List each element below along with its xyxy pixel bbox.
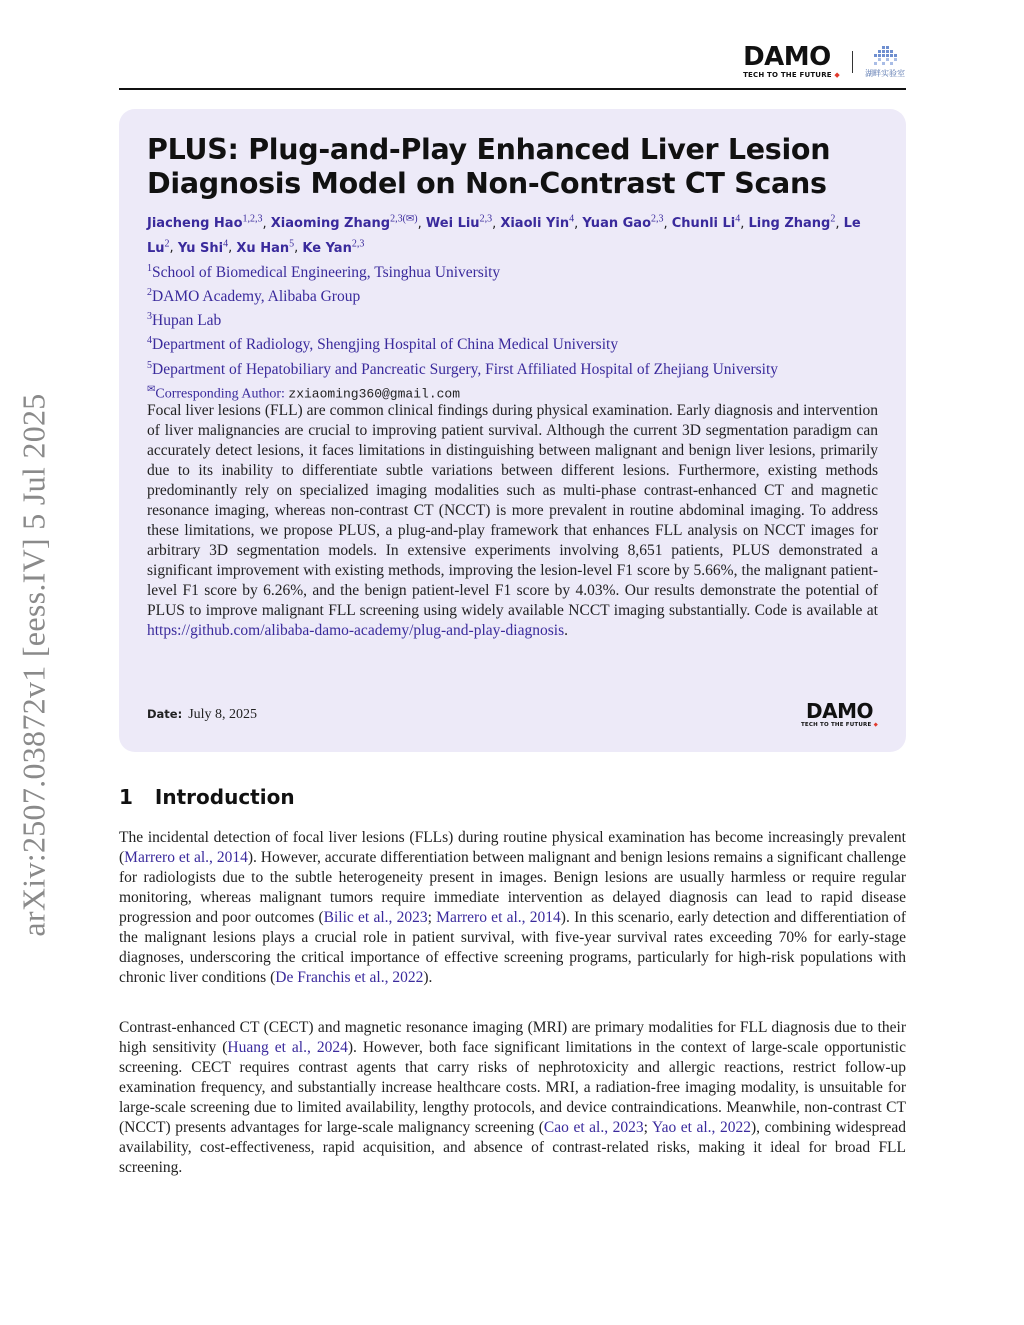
corresponding-email[interactable]: zxiaoming360@gmail.com <box>288 386 461 402</box>
author: Ling Zhang$^2$ <box>748 214 836 232</box>
corresponding-author: ✉Corresponding Author: zxiaoming360@gmail.com <box>147 383 461 402</box>
citation-link[interactable]: Yao et al., 2022 <box>651 1119 751 1136</box>
date-value: July 8, 2025 <box>188 707 258 722</box>
citation-link[interactable]: Huang et al., 2024 <box>227 1039 348 1056</box>
hupan-lab-mark-icon <box>868 45 902 67</box>
abstract-box <box>119 109 906 752</box>
date-label: Date: <box>147 707 183 721</box>
citation-link[interactable]: Bilic et al., 2023 <box>323 909 428 926</box>
author: Yu Shi$^4$ <box>177 238 229 256</box>
header-rule <box>119 88 906 90</box>
citation-link[interactable]: Marrero et al., 2014 <box>124 849 248 866</box>
damo-logo-small <box>801 701 878 729</box>
citation-link[interactable]: Cao et al., 2023 <box>543 1119 644 1136</box>
author: Chunli Li$^4$ <box>671 214 741 232</box>
abstract-text: Focal liver lesions (FLL) are common clinical findings during physical examination. Early diagnosis and intervention of liver malignancies are crucial to improving patient survival. Although the current 3D segmentation paradigm can accurately detect lesions, it faces limitations in distinguishing between malignant and benign liver lesions, primarily due to its inability to differentiate subtle variations between different lesions. Furthermore, existing methods predominantly rely on specialized imaging modalities such as multi-phase contrast-enhanced CT and magnetic resonance imaging, whereas non-contrast CT (NCCT) is more prevalent in routine abdominal imaging. To address these limitations, we propose PLUS, a plug-and-play framework that enhances FLL analysis on NCCT images for arbitrary 3D segmentation models. In extensive experiments involving 8,651 patients, PLUS demonstrated a significant improvement with existing methods, improving the lesion-level F1 score by 5.66%, the malignant patient-level F1 score by 6.26%, and the benign patient-level F1 score by 4.03%. Our results demonstrate the potential of PLUS to improve malignant FLL screening using widely available NCCT imaging substantially. Code is available at https://github.com/alibaba-damo-academy/plug-and-play-diagnosis. <box>147 402 878 639</box>
author: Jiacheng Hao$^{1,2,3}$ <box>147 214 263 232</box>
author: Le Lu$^2$ <box>147 216 861 256</box>
paper-title: PLUS: Plug-and-Play Enhanced Liver Lesion Diagnosis Model on Non-Contrast CT Scans <box>147 133 831 200</box>
affiliation-item: $^5$Department of Hepatobiliary and Pancreatic Surgery, First Affiliated Hospital of Zhejiang University <box>147 359 779 378</box>
citation-link[interactable]: Marrero et al., 2014 <box>436 909 561 926</box>
damo-logo-word: DAMO <box>805 699 873 723</box>
hupan-lab-logo <box>865 45 905 79</box>
affiliation-item: $^4$Department of Radiology, Shengjing Hospital of China Medical University <box>147 335 619 354</box>
affiliation-item: $^3$Hupan Lab <box>147 311 222 330</box>
logo-divider <box>852 51 853 73</box>
affiliation-item: $^1$School of Biomedical Engineering, Tsinghua University <box>147 263 501 282</box>
author: Xiaoming Zhang$^{2,3(✉)}$ <box>270 214 418 232</box>
damo-logo-tagline: TECH TO THE FUTURE ◆ <box>800 722 878 728</box>
damo-logo <box>743 44 840 79</box>
intro-paragraph-2: Contrast-enhanced CT (CECT) and magnetic resonance imaging (MRI) are primary modalities for FLL diagnosis due to their high sensitivity (Huang et al., 2024). However, both face significant limitations in the context of large-scale opportunistic screening. CECT requires contrast agents that carry risks of nephrotoxicity and allergic reactions, restrict follow-up examination frequency, and substantially increase healthcare costs. MRI, a radiation-free imaging modality, is unsuitable for large-scale screening due to limited availability, lengthy protocols, and device contraindications. Meanwhile, non-contrast CT (NCCT) presents advantages for large-scale malignancy screening (Cao et al., 2023; Yao et al., 2022), combining widespread availability, cost-effectiveness, rapid acquisition, and absence of contrast-related risks, making it ideal for broad FLL screening. <box>119 1019 906 1176</box>
section-heading-introduction: 1 Introduction <box>119 785 295 809</box>
affiliation-list <box>147 259 887 404</box>
affiliation-item: $^2$DAMO Academy, Alibaba Group <box>147 287 361 306</box>
intro-paragraph-1: The incidental detection of focal liver lesions (FLLs) during routine physical examination has become increasingly prevalent (Marrero et al., 2014). However, accurate differentiation between malignant and benign lesions remains a significant challenge for radiologists due to the subtle heterogeneity present in images. Benign lesions are usually harmless or require regular monitoring, whereas malignant tumors require immediate intervention as delayed diagnosis can lead to rapid disease progression and poor outcomes (Bilic et al., 2023; Marrero et al., 2014). In this scenario, early detection and differentiation of the malignant lesions plays a crucial role in patient survival, with five-year survival rates exceeding 70% for early-stage diagnoses, underscoring the critical importance of effective screening programs, particularly for high-risk populations with chronic liver conditions (De Franchis et al., 2022). <box>119 829 907 986</box>
author: Ke Yan$^{2,3}$ <box>302 238 365 256</box>
mail-icon: ✉ <box>147 383 156 395</box>
author: Wei Liu$^{2,3}$ <box>425 214 493 232</box>
code-link[interactable]: https://github.com/alibaba-damo-academy/plug-and-play-diagnosis <box>147 622 565 639</box>
damo-logo-tagline: TECH TO THE FUTURE ◆ <box>743 71 840 79</box>
author: Xu Han$^5$ <box>236 238 295 256</box>
hupan-lab-name: 湖畔实验室 <box>865 68 905 78</box>
author-list: Jiacheng Hao$^{1,2,3}$, Xiaoming Zhang$^{2,3(✉)}$, Wei Liu$^{2,3}$, Xiaoli Yin$^4$, Yuan Gao$^{2,3}$, Chunli Li$^4$, Ling Zhang$^2$, Le Lu$^2$, Yu Shi$^4$, Xu Han$^5$, Ke Yan$^{2,3}$ <box>147 214 861 256</box>
author: Yuan Gao$^{2,3}$ <box>582 214 664 232</box>
header-logos <box>743 44 905 79</box>
citation-link[interactable]: De Franchis et al., 2022 <box>275 969 424 986</box>
date-line <box>147 707 257 723</box>
damo-logo-word: DAMO <box>743 42 831 72</box>
author: Xiaoli Yin$^4$ <box>500 214 575 232</box>
arxiv-id-text: arXiv:2507.03872v1 [eess.IV] 5 Jul 2025 <box>15 393 52 937</box>
